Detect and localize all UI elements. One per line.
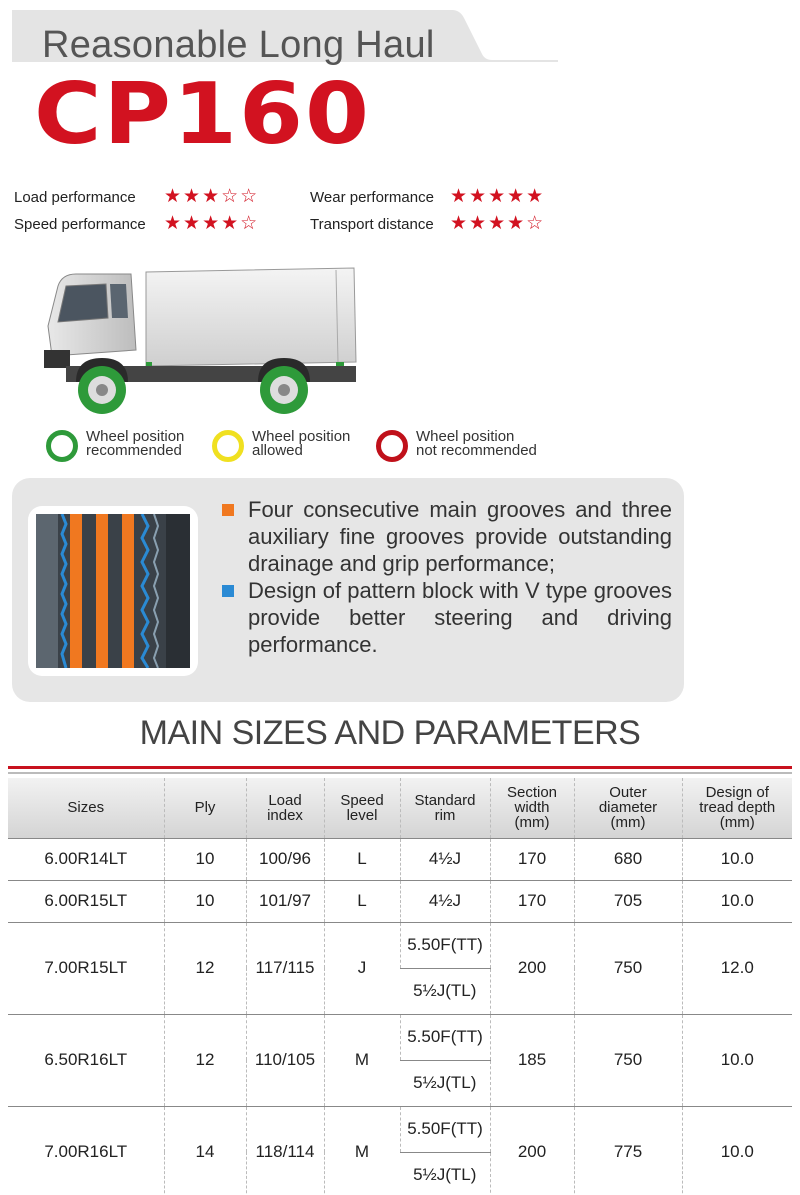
feature-item — [222, 577, 672, 658]
legend-line1: Wheel position — [86, 428, 185, 445]
header-tread-depth: Design of tread depth (mm) — [682, 778, 792, 838]
feature-text: Four consecutive main grooves and three auxiliary fine grooves provide outstanding drainage and grip performance; — [248, 497, 672, 576]
cell-rim-alt: 5½J(TL) — [400, 1152, 490, 1195]
cell-ply: 12 — [164, 922, 246, 1014]
cell-ply: 12 — [164, 1014, 246, 1106]
cell-load: 110/105 — [246, 1014, 324, 1106]
tread-image — [28, 506, 198, 676]
header-outer-diameter: Outer diameter (mm) — [574, 778, 682, 838]
legend-line1: Wheel position — [252, 428, 351, 445]
cell-section: 200 — [490, 1106, 574, 1195]
cell-speed: M — [324, 1106, 400, 1195]
cell-tread: 10.0 — [682, 880, 792, 922]
table-header-row — [8, 778, 792, 838]
legend-line2: allowed — [252, 442, 303, 459]
legend-line2: not recommended — [416, 442, 537, 459]
model-name: CP160 — [34, 64, 371, 164]
cell-load: 118/114 — [246, 1106, 324, 1195]
cell-ply: 14 — [164, 1106, 246, 1195]
rating-label: Load performance — [14, 188, 136, 206]
cell-tread: 10.0 — [682, 838, 792, 880]
rating-label: Speed performance — [14, 215, 146, 233]
legend-recommended — [46, 428, 206, 464]
rating-distance — [310, 212, 560, 236]
rating-stars: ★★★★☆ — [164, 213, 260, 234]
rating-wear — [310, 185, 560, 209]
rating-load — [14, 185, 284, 209]
cell-size: 6.00R15LT — [8, 880, 164, 922]
rating-label: Wear performance — [310, 188, 434, 206]
cell-rim: 5.50F(TT) — [400, 922, 490, 968]
table-row — [8, 1106, 792, 1152]
cell-size: 6.50R16LT — [8, 1014, 164, 1106]
tagline: Reasonable Long Haul — [42, 24, 435, 66]
cell-section: 185 — [490, 1014, 574, 1106]
cell-load: 101/97 — [246, 880, 324, 922]
tagline-banner — [12, 10, 558, 66]
legend-line2: recommended — [86, 442, 182, 459]
header-speed-level: Speed level — [324, 778, 400, 838]
cell-section: 170 — [490, 880, 574, 922]
cell-size: 6.00R14LT — [8, 838, 164, 880]
blue-square-icon — [222, 585, 234, 597]
cell-section: 170 — [490, 838, 574, 880]
divider-gray — [8, 772, 792, 774]
rating-stars: ★★★★★ — [450, 186, 546, 207]
rating-stars: ★★★☆☆ — [164, 186, 260, 207]
cell-size: 7.00R15LT — [8, 922, 164, 1014]
rating-label: Transport distance — [310, 215, 434, 233]
cell-outer: 705 — [574, 880, 682, 922]
cell-speed: L — [324, 880, 400, 922]
green-ring-icon — [46, 430, 78, 462]
cell-rim: 4½J — [400, 838, 490, 880]
cell-size: 7.00R16LT — [8, 1106, 164, 1195]
legend-allowed — [212, 428, 372, 464]
cell-outer: 775 — [574, 1106, 682, 1195]
cell-outer: 750 — [574, 1014, 682, 1106]
cell-ply: 10 — [164, 880, 246, 922]
cell-tread: 10.0 — [682, 1014, 792, 1106]
cell-outer: 750 — [574, 922, 682, 1014]
tread-pattern-icon — [36, 514, 190, 668]
section-title: MAIN SIZES AND PARAMETERS — [139, 714, 641, 752]
cell-tread: 10.0 — [682, 1106, 792, 1195]
cell-rim-alt: 5½J(TL) — [400, 1060, 490, 1106]
truck-illustration — [36, 266, 361, 416]
cell-tread: 12.0 — [682, 922, 792, 1014]
cell-ply: 10 — [164, 838, 246, 880]
cell-speed: L — [324, 838, 400, 880]
table-row — [8, 880, 792, 922]
header-sizes: Sizes — [8, 778, 164, 838]
cell-rim: 4½J — [400, 880, 490, 922]
yellow-ring-icon — [212, 430, 244, 462]
cell-speed: M — [324, 1014, 400, 1106]
table-row — [8, 1014, 792, 1060]
rating-speed — [14, 212, 284, 236]
cell-load: 100/96 — [246, 838, 324, 880]
table-row — [8, 922, 792, 968]
cell-rim-alt: 5½J(TL) — [400, 968, 490, 1014]
table-row — [8, 838, 792, 880]
header-section-width: Section width (mm) — [490, 778, 574, 838]
cell-section: 200 — [490, 922, 574, 1014]
rating-stars: ★★★★☆ — [450, 213, 546, 234]
legend-line1: Wheel position — [416, 428, 515, 445]
header-load-index: Load index — [246, 778, 324, 838]
legend-not-recommended — [376, 428, 566, 464]
red-ring-icon — [376, 430, 408, 462]
cell-rim: 5.50F(TT) — [400, 1106, 490, 1152]
sizes-table — [8, 778, 792, 1195]
cell-speed: J — [324, 922, 400, 1014]
header-standard-rim: Standard rim — [400, 778, 490, 838]
cell-load: 117/115 — [246, 922, 324, 1014]
feature-list — [222, 496, 672, 658]
divider-red — [8, 766, 792, 769]
feature-item — [222, 496, 672, 577]
cell-outer: 680 — [574, 838, 682, 880]
feature-text: Design of pattern block with V type grooves provide better steering and driving performance. — [248, 578, 672, 657]
orange-square-icon — [222, 504, 234, 516]
cell-rim: 5.50F(TT) — [400, 1014, 490, 1060]
header-ply: Ply — [164, 778, 246, 838]
